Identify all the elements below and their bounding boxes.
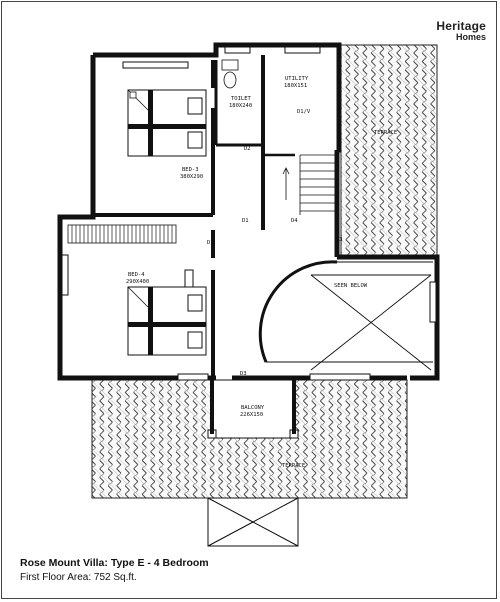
door-tag: D3 — [240, 371, 247, 377]
terrace-bottom-name: TERRACE — [282, 463, 306, 469]
seen-below-void — [260, 262, 433, 370]
balcony-size: 226X150 — [240, 412, 264, 418]
door-tag: D2 — [244, 146, 251, 152]
bed-3-name: BED-3 — [182, 167, 199, 173]
plan-title: Rose Mount Villa: Type E - 4 Bedroom — [20, 557, 209, 569]
door-tag: D4 — [291, 218, 298, 224]
utility-size: 180X151 — [284, 83, 308, 89]
terrace-top-area — [341, 45, 437, 257]
toilet-name: TOILET — [231, 96, 251, 102]
balcony-name: BALCONY — [241, 405, 265, 411]
brand-line2: Homes — [455, 32, 486, 42]
bed-4-furniture — [128, 287, 206, 355]
terrace-top-name: TERRACE — [374, 130, 398, 136]
toilet-fixture — [222, 60, 238, 88]
brand-line1: Heritage — [436, 19, 486, 33]
floor-area: First Floor Area: 752 Sq.ft. — [20, 572, 137, 583]
seen-below-name: SEEN BELOW — [334, 283, 368, 289]
utility-name: UTILITY — [285, 76, 309, 82]
bed-3-furniture — [128, 90, 206, 156]
bed-3-size: 380X290 — [180, 174, 204, 180]
bed-4-size: 290X400 — [126, 279, 150, 285]
door-tag: D1 — [242, 218, 249, 224]
porch-roof — [208, 498, 298, 546]
stairs — [68, 155, 336, 243]
bed-4-name: BED-4 — [128, 272, 145, 278]
toilet-size: 180X240 — [229, 103, 253, 109]
door-tag: D3 — [336, 237, 343, 243]
door-tag: D1/V — [297, 109, 311, 115]
door-tag: D1 — [207, 240, 214, 246]
brand-logo — [436, 20, 486, 43]
